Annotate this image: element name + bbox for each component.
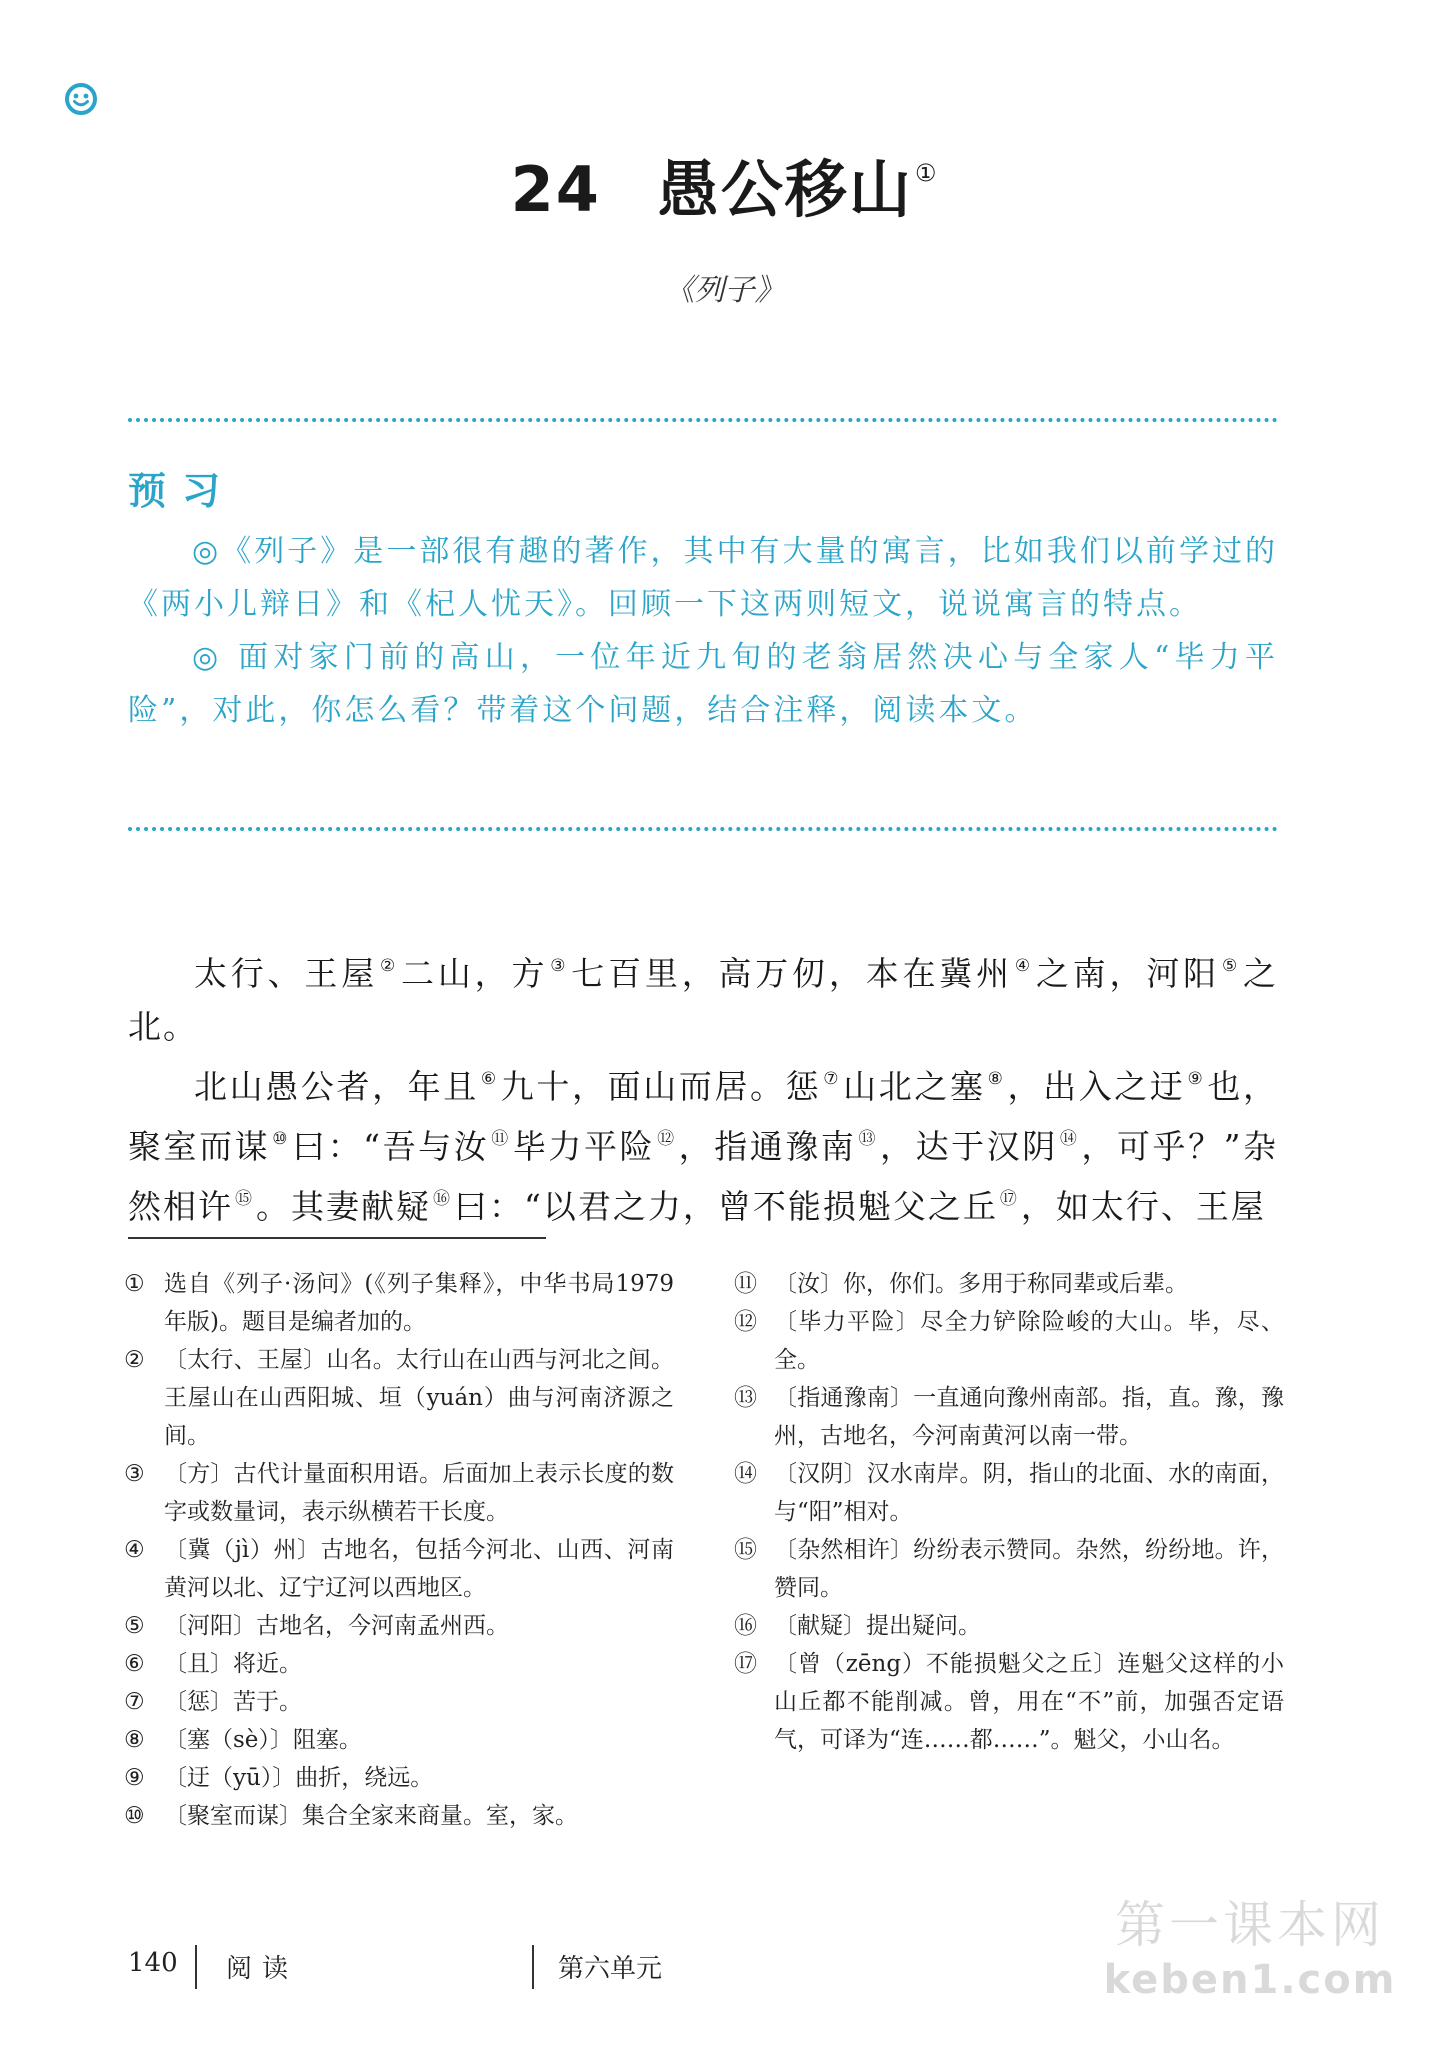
footer-separator xyxy=(532,1945,534,1989)
footnote-number: ④ xyxy=(124,1537,145,1563)
footnote-number: ⑯ xyxy=(734,1613,757,1639)
footnote-mark: ③ xyxy=(550,956,570,976)
text-segment: 曰：“吾与汝 xyxy=(292,1127,490,1166)
footnote-item xyxy=(734,1607,1284,1645)
footnote-text: 〔汉阴〕汉水南岸。阴，指山的北面、水的南面，与“阳”相对。 xyxy=(774,1461,1284,1525)
footnote-number: ⑨ xyxy=(124,1765,145,1791)
footnote-mark: ⑯ xyxy=(433,1189,452,1209)
text-segment: 之北。 xyxy=(128,954,1278,1046)
footnote-text: 〔塞（sè）〕阻塞。 xyxy=(164,1727,362,1753)
footnote-mark: ② xyxy=(380,956,400,976)
footnote-number: ⑪ xyxy=(734,1271,757,1297)
text-segment: 九十，面山而居。惩 xyxy=(500,1067,822,1106)
footnote-item xyxy=(734,1645,1284,1759)
footnote-number: ⑤ xyxy=(124,1613,145,1639)
footnote-mark: ④ xyxy=(1014,956,1034,976)
text-segment: 毕力平险 xyxy=(512,1127,656,1166)
text-segment: 山北之塞 xyxy=(843,1067,986,1106)
footnote-mark: ⑰ xyxy=(999,1189,1019,1209)
watermark xyxy=(1100,1895,1400,2005)
footnote-mark: ⑮ xyxy=(235,1189,254,1209)
footnote-text: 〔指通豫南〕一直通向豫州南部。指，直。豫，豫州，古地名，今河南黄河以南一带。 xyxy=(774,1385,1284,1449)
footnote-mark: ⑧ xyxy=(987,1069,1006,1089)
watermark-line-2: keben1.com xyxy=(1103,1957,1397,2003)
footnote-mark: ⑨ xyxy=(1187,1069,1206,1089)
footnote-text: 〔迂（yū）〕曲折，绕远。 xyxy=(164,1765,434,1791)
watermark-line-1: 第一课本网 xyxy=(1115,1896,1385,1954)
footer-section: 阅读 xyxy=(226,1954,299,1984)
preview-paragraph-1: ◎《列子》是一部很有趣的著作，其中有大量的寓言，比如我们以前学过的《两小儿辩日》和《杞人忧天》。回顾一下这两则短文，说说寓言的特点。 xyxy=(128,534,1278,622)
text-segment: 北山愚公者，年且 xyxy=(194,1067,479,1106)
footnote-number: ⑫ xyxy=(734,1309,757,1335)
footnote-item xyxy=(124,1455,674,1531)
footnote-text: 〔惩〕苦于。 xyxy=(164,1689,302,1715)
footnote-item xyxy=(124,1721,674,1759)
footnote-item xyxy=(124,1607,674,1645)
footnote-text: 选自《列子·汤问》(《列子集释》，中华书局1979年版)。题目是编者加的。 xyxy=(164,1271,674,1335)
text-segment: ，可乎？”杂然相许 xyxy=(128,1127,1279,1226)
footnote-text: 〔杂然相许〕纷纷表示赞同。杂然，纷纷地。许，赞同。 xyxy=(774,1537,1284,1601)
footnote-item xyxy=(124,1645,674,1683)
footnote-text: 〔献疑〕提出疑问。 xyxy=(774,1613,981,1639)
footnote-number: ① xyxy=(124,1271,145,1297)
footnote-number: ⑧ xyxy=(124,1727,145,1753)
text-segment: ，如太行、王屋 xyxy=(1020,1187,1266,1226)
footnote-item xyxy=(734,1265,1284,1303)
footnote-item xyxy=(734,1531,1284,1607)
preview-section xyxy=(128,460,1278,737)
footnote-number: ⑬ xyxy=(734,1385,757,1411)
footnote-mark: ⑩ xyxy=(272,1129,291,1149)
footnote-item xyxy=(124,1265,674,1341)
dotted-divider-bottom xyxy=(128,827,1278,831)
text-segment: 七百里，高万仞，本在冀州 xyxy=(571,954,1013,993)
dotted-divider-top xyxy=(128,418,1278,422)
footer-unit: 第六单元 xyxy=(558,1954,663,1984)
footnote-number: ⑦ xyxy=(124,1689,145,1715)
footnote-number: ⑭ xyxy=(734,1461,757,1487)
preview-heading: 预习 xyxy=(128,469,237,513)
footnote-number: ⑮ xyxy=(734,1537,757,1563)
text-segment: 之南，河阳 xyxy=(1035,954,1220,993)
text-segment: ，出入之迂 xyxy=(1007,1067,1186,1106)
footnote-mark: ⑥ xyxy=(480,1069,499,1089)
text-segment: 曰：“以君之力，曾不能损魁父之丘 xyxy=(454,1187,998,1226)
footnote-mark: ⑤ xyxy=(1221,956,1241,976)
text-segment: 二山，方 xyxy=(401,954,549,993)
footnote-text: 〔太行、王屋〕山名。太行山在山西与河北之间。王屋山在山西阳城、垣（yuán）曲与河南济源之间。 xyxy=(164,1347,674,1449)
text-segment: ，指通豫南 xyxy=(678,1127,857,1166)
text-segment: 也，聚室而谋 xyxy=(128,1067,1279,1166)
source-book: 《列子》 xyxy=(664,273,785,308)
footnote-number: ⑥ xyxy=(124,1651,145,1677)
text-segment: 。其妻献疑 xyxy=(256,1187,431,1226)
lesson-title: 愚公移山 xyxy=(656,153,913,226)
footnote-number: ② xyxy=(124,1347,145,1373)
footnote-text: 〔冀（jì）州〕古地名，包括今河北、山西、河南黄河以北、辽宁辽河以西地区。 xyxy=(164,1537,674,1601)
footer-separator xyxy=(195,1945,197,1989)
footnote-text: 〔且〕将近。 xyxy=(164,1651,302,1677)
footnote-item xyxy=(124,1797,674,1835)
footnotes-left-column xyxy=(124,1265,674,1835)
footnotes-right-column xyxy=(734,1265,1284,1759)
footnote-item xyxy=(734,1379,1284,1455)
footnote-item xyxy=(124,1683,674,1721)
footnote-text: 〔汝〕你，你们。多用于称同辈或后辈。 xyxy=(774,1271,1188,1297)
footnote-number: ③ xyxy=(124,1461,145,1487)
footnote-mark: ⑦ xyxy=(823,1069,842,1089)
text-segment: ，达于汉阴 xyxy=(880,1127,1058,1166)
footnote-mark: ⑪ xyxy=(491,1129,511,1149)
footnote-item xyxy=(124,1759,674,1797)
footnote-mark: ⑬ xyxy=(858,1129,879,1149)
page-number: 140 xyxy=(128,1948,178,1978)
footnote-rule xyxy=(128,1237,546,1239)
footnote-item xyxy=(124,1531,674,1607)
title-footnote-mark: ① xyxy=(914,159,939,187)
text-paragraph-1 xyxy=(128,940,1278,1053)
text-paragraph-2 xyxy=(128,1053,1278,1233)
text-segment: 太行、王屋 xyxy=(194,954,378,993)
footnote-mark: ⑫ xyxy=(657,1129,677,1149)
main-text xyxy=(128,940,1278,1233)
smiley-face-icon xyxy=(64,82,98,116)
footnote-item xyxy=(734,1455,1284,1531)
page-title xyxy=(0,140,1449,229)
footnote-item xyxy=(734,1303,1284,1379)
footnote-text: 〔曾（zēng）不能损魁父之丘〕连魁父这样的小山丘都不能削减。曾，用在“不”前，加强否定语气，可译为“连……都……”。魁父，小山名。 xyxy=(774,1651,1284,1753)
footnote-text: 〔聚室而谋〕集合全家来商量。室，家。 xyxy=(164,1803,578,1829)
footnote-text: 〔方〕古代计量面积用语。后面加上表示长度的数字或数量词，表示纵横若干长度。 xyxy=(164,1461,674,1525)
preview-paragraph-2: ◎ 面对家门前的高山，一位年近九旬的老翁居然决心与全家人“毕力平险”，对此，你怎么看？带着这个问题，结合注释，阅读本文。 xyxy=(128,640,1278,728)
footnote-mark: ⑭ xyxy=(1059,1129,1080,1149)
footnote-text: 〔毕力平险〕尽全力铲除险峻的大山。毕，尽、全。 xyxy=(774,1309,1284,1373)
footnote-text: 〔河阳〕古地名，今河南孟州西。 xyxy=(164,1613,509,1639)
footnote-number: ⑰ xyxy=(734,1651,757,1677)
footnote-number: ⑩ xyxy=(124,1803,145,1829)
lesson-number: 24 xyxy=(510,153,601,226)
footnote-item xyxy=(124,1341,674,1455)
